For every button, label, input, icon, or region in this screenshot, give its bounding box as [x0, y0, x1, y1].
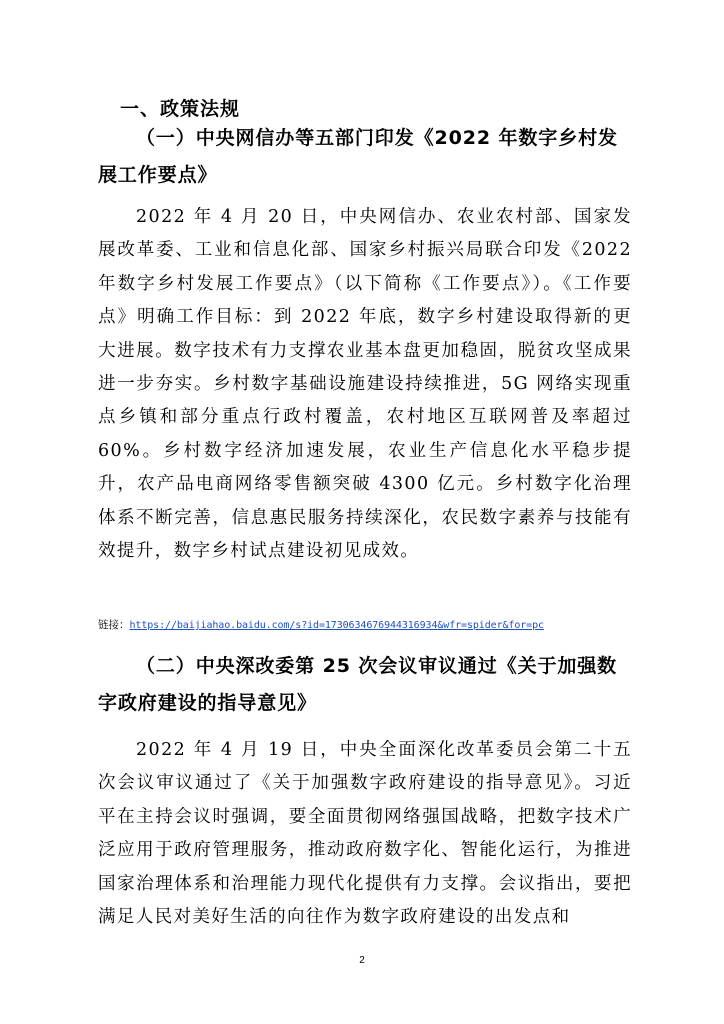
item-body-1: 2022 年 4 月 20 日，中央网信办、农业农村部、国家发展改革委、工业和信息化部、国家乡村振兴局联合印发《2022 年数字乡村发展工作要点》（以下简称《工作要点》）。《工作要点》明确工作目标：到 2022 年底，数字乡村建设取得新的更大进展。数字技术有力支撑农业基本盘更加稳固，脱贫攻坚成果进一步夯实。乡村数字基础设施建设持续推进，5G 网络实现重点乡镇和部分重点行政村覆盖，农村地区互联网普及率超过 60%。乡村数字经济加速发展，农业生产信息化水平稳步提升，农产品电商网络零售额突破 4300 亿元。乡村数字化治理体系不断完善，信息惠民服务持续深化，农民数字素养与技能有效提升，数字乡村试点建设初见成效。: [98, 207, 632, 562]
source-link[interactable]: https://baijiahao.baidu.com/s?id=1730634676944316934&wfr=spider&for=pc: [129, 620, 544, 631]
item-heading-1: （一）中央网信办等五部门印发《2022 年数字乡村发展工作要点》: [98, 127, 618, 186]
section-heading: 一、政策法规: [120, 98, 241, 120]
source-link-line: [98, 617, 544, 632]
page-number: 2: [359, 955, 365, 966]
link-label: 链接：: [98, 619, 130, 631]
item-body-2: 2022 年 4 月 19 日，中央全面深化改革委员会第二十五次会议审议通过了《关于加强数字政府建设的指导意见》。习近平在主持会议时强调，要全面贯彻网络强国战略，把数字技术广泛应用于政府管理服务，推动政府数字化、智能化运行，为推进国家治理体系和治理能力现代化提供有力支撑。会议指出，要把满足人民对美好生活的向往作为数字政府建设的出发点和: [98, 740, 632, 928]
item-heading-2: （二）中央深改委第 25 次会议审议通过《关于加强数字政府建设的指导意见》: [98, 655, 618, 714]
